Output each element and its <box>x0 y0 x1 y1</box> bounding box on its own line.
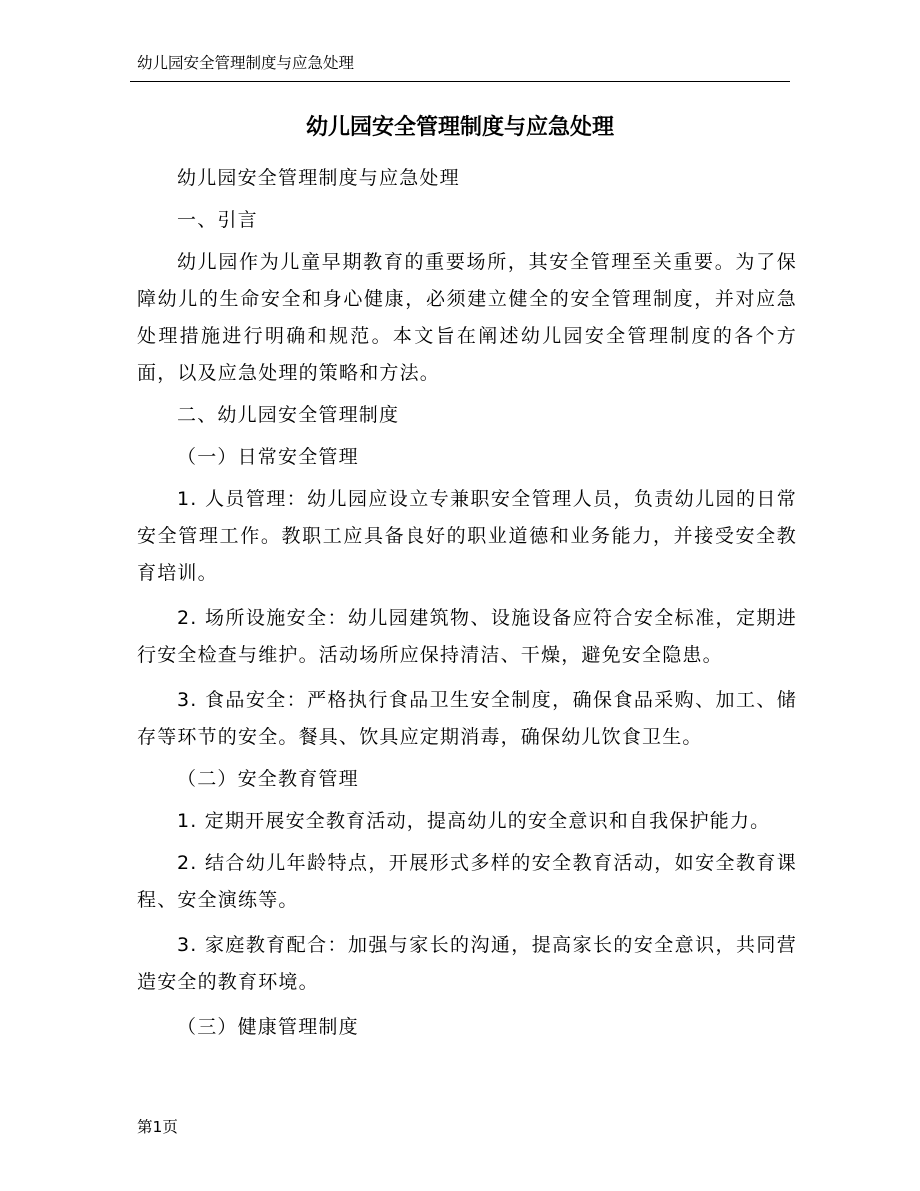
paragraph-subtitle: 幼儿园安全管理制度与应急处理 <box>177 167 460 189</box>
list-item-age-appropriate: 2. 结合幼儿年龄特点，开展形式多样的安全教育活动，如安全教育课程、安全演练等。 <box>137 852 797 911</box>
subsection-heading-daily-safety: （一）日常安全管理 <box>177 446 359 468</box>
document-title: 幼儿园安全管理制度与应急处理 <box>305 115 614 140</box>
subsection-heading-health-management: （三）健康管理制度 <box>177 1016 359 1038</box>
page-number: 第1页 <box>137 1118 178 1136</box>
running-header: 幼儿园安全管理制度与应急处理 <box>137 54 355 72</box>
list-item-personnel: 1. 人员管理：幼儿园应设立专兼职安全管理人员，负责幼儿园的日常安全管理工作。教职工应具备良好的职业道德和业务能力，并接受安全教育培训。 <box>137 488 797 584</box>
list-item-education-activities: 1. 定期开展安全教育活动，提高幼儿的安全意识和自我保护能力。 <box>177 810 771 832</box>
section-heading-introduction: 一、引言 <box>177 209 258 231</box>
list-item-facilities: 2. 场所设施安全：幼儿园建筑物、设施设备应符合安全标准，定期进行安全检查与维护。活动场所应保持清洁、干燥，避免安全隐患。 <box>137 607 797 666</box>
section-heading-safety-system: 二、幼儿园安全管理制度 <box>177 404 400 426</box>
subsection-heading-safety-education: （二）安全教育管理 <box>177 768 359 790</box>
paragraph-introduction: 幼儿园作为儿童早期教育的重要场所，其安全管理至关重要。为了保障幼儿的生命安全和身心健康，必须建立健全的安全管理制度，并对应急处理措施进行明确和规范。本文旨在阐述幼儿园安全管理制度的各个方面，以及应急处理的策略和方法。 <box>137 251 797 384</box>
document-body <box>137 160 797 1046</box>
list-item-family-cooperation: 3. 家庭教育配合：加强与家长的沟通，提高家长的安全意识，共同营造安全的教育环境。 <box>137 934 797 993</box>
list-item-food-safety: 3. 食品安全：严格执行食品卫生安全制度，确保食品采购、加工、储存等环节的安全。餐具、饮具应定期消毒，确保幼儿饮食卫生。 <box>137 689 797 748</box>
header-divider <box>130 81 790 82</box>
